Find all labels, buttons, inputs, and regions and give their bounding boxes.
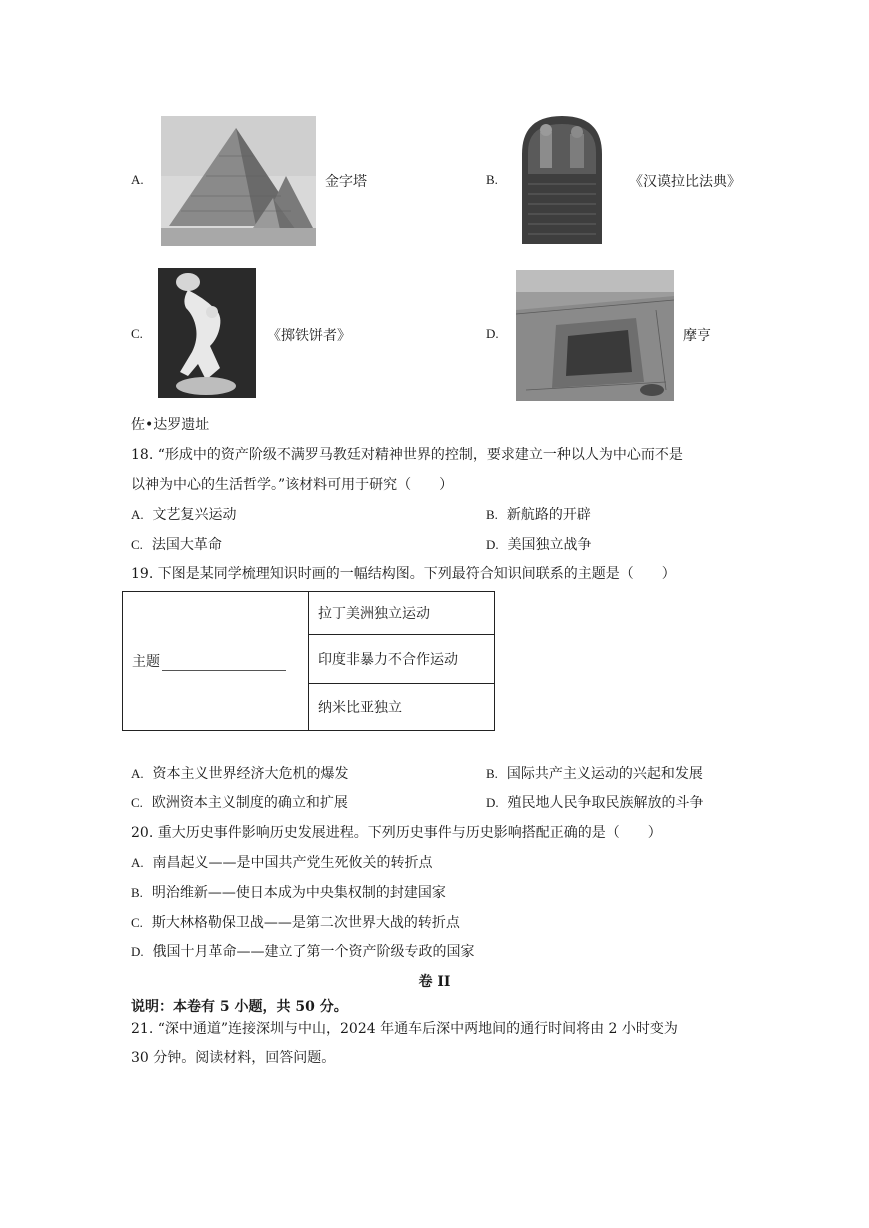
section-title: 卷 II [418, 974, 451, 990]
topic-label: 主题 [132, 654, 160, 670]
q18-option-c: C. 法国大革命 [131, 537, 222, 553]
option-b-caption: 《汉谟拉比法典》 [629, 174, 741, 190]
q18-option-a: A. 文艺复兴运动 [131, 507, 237, 523]
option-a-letter: A. [131, 172, 144, 187]
q20-option-d: D. 俄国十月革命——建立了第一个资产阶级专政的国家 [131, 944, 475, 960]
q20-stem: 20. 重大历史事件影响历史发展进程。下列历史事件与历史影响搭配正确的是（ ） [131, 825, 662, 841]
hammurabi-stele-photo [516, 114, 608, 244]
q20-option-a: A. 南昌起义——是中国共产党生死攸关的转折点 [131, 855, 433, 871]
q18-option-d: D. 美国独立战争 [486, 537, 592, 553]
q19-option-a: A. 资本主义世界经济大危机的爆发 [131, 766, 349, 782]
option-b-letter: B. [486, 172, 498, 187]
q21-stem-line1: 21. “深中通道”连接深圳与中山，2024 年通车后深中两地间的通行时间将由 2 小时变为 [131, 1021, 678, 1037]
mohenjo-daro-photo [516, 270, 674, 401]
discobolus-photo [158, 268, 256, 398]
q18-stem-line1: 18. “形成中的资产阶级不满罗马教廷对精神世界的控制，要求建立一种以人为中心而不是 [131, 447, 683, 463]
pyramid-photo [161, 116, 316, 246]
section-note: 说明：本卷有 5 小题，共 50 分。 [131, 999, 348, 1015]
structure-item: 拉丁美洲独立运动 [309, 592, 495, 635]
q19-option-d: D. 殖民地人民争取民族解放的斗争 [486, 795, 704, 811]
structure-diagram [122, 591, 495, 731]
q19-stem: 19. 下图是某同学梳理知识时画的一幅结构图。下列最符合知识间联系的主题是（ ） [131, 566, 676, 582]
structure-item: 纳米比亚独立 [309, 684, 495, 731]
option-d-caption-cont: 佐•达罗遗址 [131, 417, 210, 433]
q19-option-b: B. 国际共产主义运动的兴起和发展 [486, 766, 703, 782]
structure-item: 印度非暴力不合作运动 [309, 635, 495, 684]
q18-option-b: B. 新航路的开辟 [486, 507, 591, 523]
option-c-caption: 《掷铁饼者》 [267, 328, 351, 344]
q20-option-b: B. 明治维新——使日本成为中央集权制的封建国家 [131, 885, 446, 901]
option-d-letter: D. [486, 326, 499, 341]
q20-option-c: C. 斯大林格勒保卫战——是第二次世界大战的转折点 [131, 915, 460, 931]
topic-blank [162, 656, 286, 671]
topic-cell [123, 592, 309, 731]
q21-stem-line2: 30 分钟。阅读材料，回答问题。 [131, 1050, 336, 1066]
q18-stem-line2: 以神为中心的生活哲学。”该材料可用于研究（ ） [131, 477, 454, 493]
option-d-caption: 摩亨 [683, 328, 711, 344]
option-a-caption: 金字塔 [325, 174, 367, 190]
option-c-letter: C. [131, 326, 143, 341]
q19-option-c: C. 欧洲资本主义制度的确立和扩展 [131, 795, 348, 811]
